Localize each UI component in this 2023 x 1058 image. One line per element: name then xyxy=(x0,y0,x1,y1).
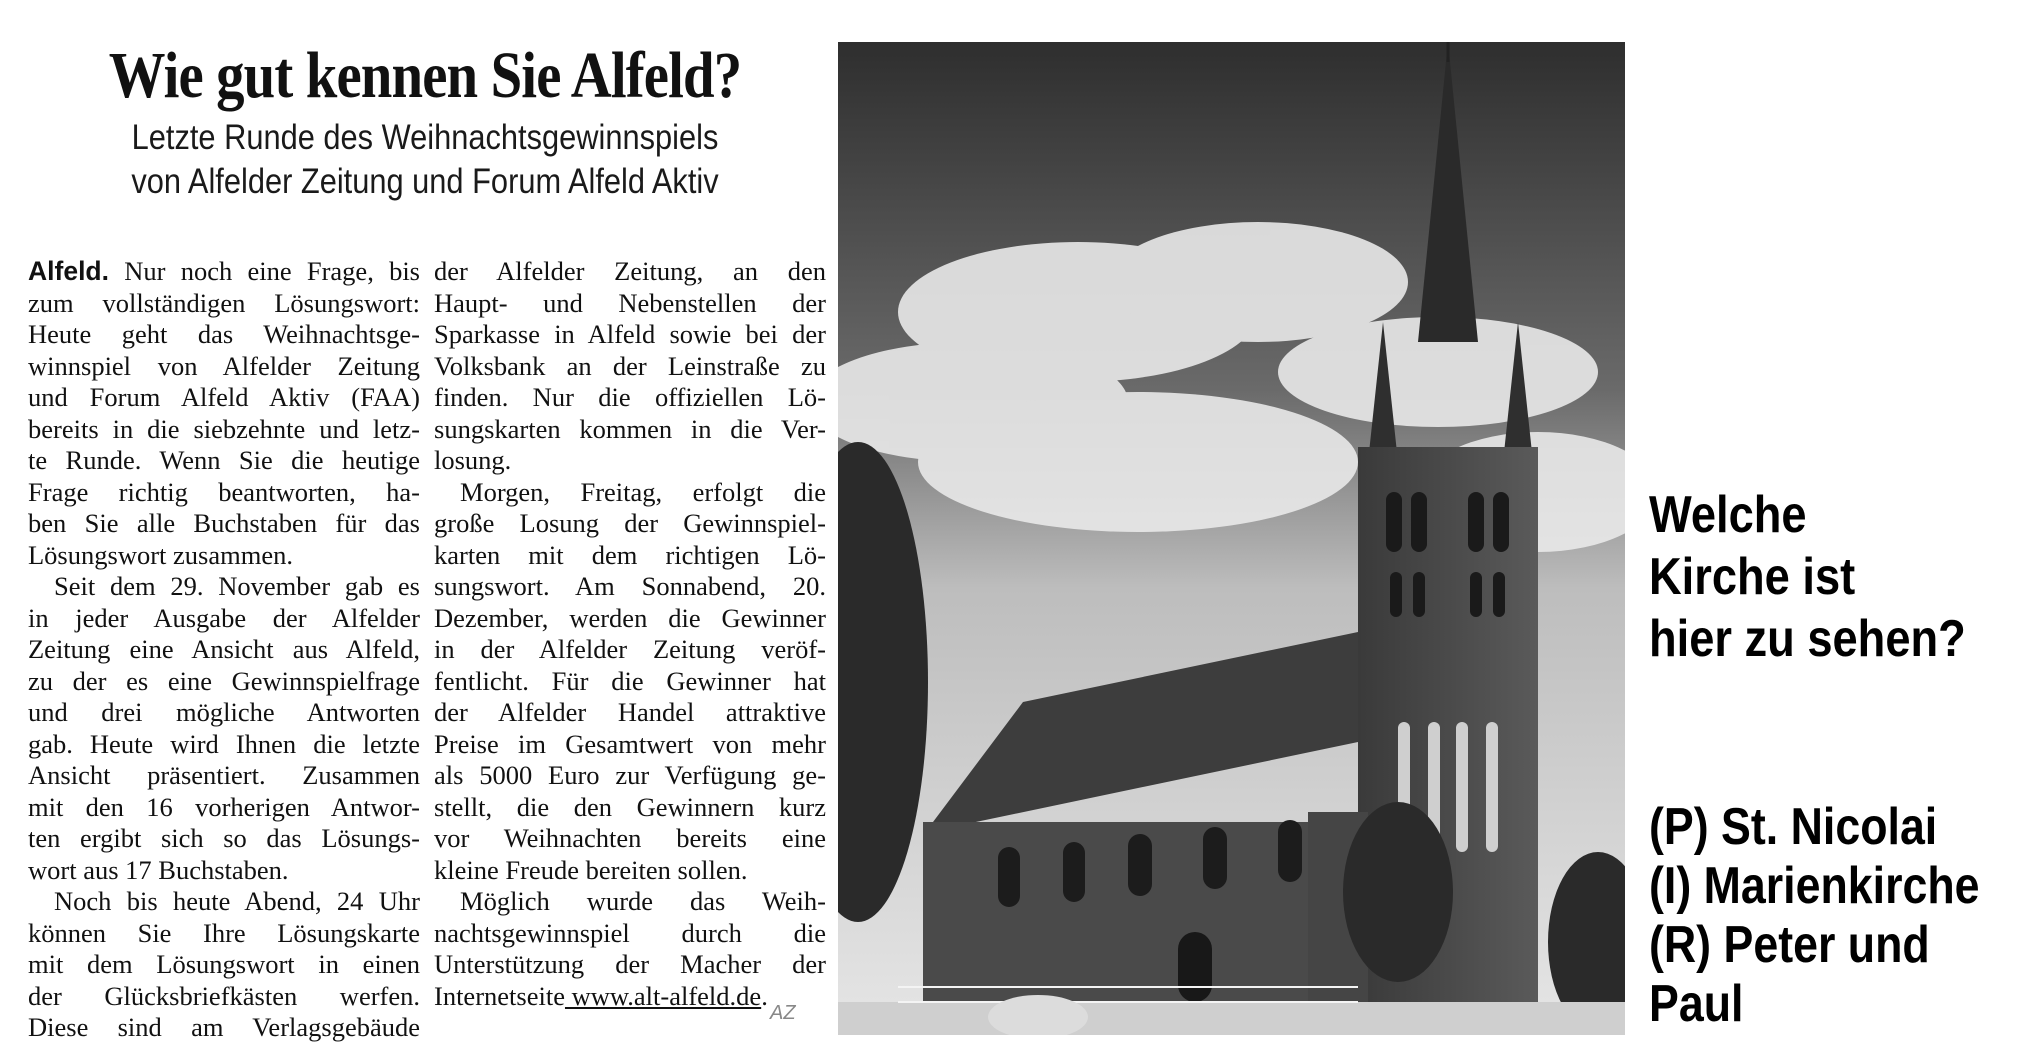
text-span: . xyxy=(761,980,768,1011)
question-line: hier zu sehen? xyxy=(1649,610,1966,668)
text-line: ten ergibt sich so das Lösungs- xyxy=(28,823,420,853)
text-line: nachtsgewinnspiel durch die xyxy=(434,917,826,948)
text-line: Volksbank an der Leinstraße zu xyxy=(434,350,826,381)
text-line: bereits in die siebzehnte und letz- xyxy=(28,413,420,444)
text-line: Möglich wurde das Weih- xyxy=(460,886,826,916)
text-line: losung. xyxy=(434,445,512,475)
text-line: Sparkasse in Alfeld sowie bei der xyxy=(434,319,826,349)
text-span: Nur noch eine Frage, bis xyxy=(108,256,420,286)
text-line: wort aus 17 Buchstaben. xyxy=(28,854,289,885)
answer-option: (R) Peter und xyxy=(1649,916,1930,974)
subheadline-line: Letzte Runde des Weihnachtsgewinnspiels xyxy=(131,118,719,157)
question-line: Welche xyxy=(1649,486,1807,544)
text-line: sungswort. Am Sonnabend, 20. xyxy=(434,571,826,601)
text-line: te Runde. Wenn Sie die heutige xyxy=(28,445,420,475)
text-line: Seit dem 29. November gab es xyxy=(54,571,420,601)
quiz-question xyxy=(1649,484,2019,670)
text-line: Frage richtig beantworten, ha- xyxy=(28,476,420,507)
text-line: mit dem Lösungswort in einen xyxy=(28,949,420,979)
website-link[interactable]: www.alt-alfeld.de xyxy=(564,980,762,1011)
text-line: Morgen, Freitag, erfolgt die xyxy=(460,476,826,507)
headline: Wie gut kennen Sie Alfeld? xyxy=(108,39,742,112)
lead-word: Alfeld. xyxy=(28,256,109,286)
text-line: Ansicht präsentiert. Zusammen xyxy=(28,760,420,790)
text-line xyxy=(28,256,420,288)
article-column-1 xyxy=(28,256,420,1044)
text-line: Noch bis heute Abend, 24 Uhr xyxy=(54,886,420,916)
text-line: sungskarten kommen in die Ver- xyxy=(434,413,826,444)
text-line: Diese sind am Verlagsgebäude xyxy=(28,1012,420,1042)
text-line: Heute geht das Weihnachtsge- xyxy=(28,319,420,349)
text-line: winnspiel von Alfelder Zeitung xyxy=(28,350,420,381)
answer-option: (I) Marienkirche xyxy=(1649,857,1980,915)
text-line: können Sie Ihre Lösungskarte xyxy=(28,917,420,948)
answer-option: (P) St. Nicolai xyxy=(1649,798,1938,856)
subheadline-line: von Alfelder Zeitung und Forum Alfeld Aktiv xyxy=(131,162,719,201)
text-line: und Forum Alfeld Aktiv (FAA) xyxy=(28,382,420,412)
answer-option: Paul xyxy=(1649,975,1744,1033)
text-line: als 5000 Euro zur Verfügung ge- xyxy=(434,760,826,790)
byline: AZ xyxy=(770,1002,796,1024)
church-illustration xyxy=(838,42,1625,1035)
text-line: in jeder Ausgabe der Alfelder xyxy=(28,602,420,633)
text-line: Unterstützung der Macher der xyxy=(434,949,826,979)
ground xyxy=(838,1002,1625,1035)
text-line: Preise im Gesamtwert von mehr xyxy=(434,728,826,759)
text-span: Internetseite xyxy=(434,980,565,1011)
text-line: der Glücksbriefkästen werfen. xyxy=(28,980,420,1011)
quiz-answers xyxy=(1649,798,2019,1034)
text-line: ben Sie alle Buchstaben für das xyxy=(28,508,420,538)
subheadline xyxy=(40,116,810,204)
text-line: mit den 16 vorherigen Antwor- xyxy=(28,791,420,822)
text-line: finden. Nur die offiziellen Lö- xyxy=(434,382,826,412)
text-line: in der Alfelder Zeitung veröf- xyxy=(434,634,826,664)
text-line: karten mit dem richtigen Lö- xyxy=(434,539,826,570)
question-line: Kirche ist xyxy=(1649,548,1856,606)
text-line: große Losung der Gewinnspiel- xyxy=(434,508,826,538)
text-line: gab. Heute wird Ihnen die letzte xyxy=(28,728,420,759)
text-line: stellt, die den Gewinnern kurz xyxy=(434,791,826,822)
text-line: vor Weihnachten bereits eine xyxy=(434,823,826,853)
text-line: und drei mögliche Antworten xyxy=(28,697,420,727)
text-line: Haupt- und Nebenstellen der xyxy=(434,287,826,318)
text-line: Dezember, werden die Gewinner xyxy=(434,602,826,633)
text-line: der Alfelder Zeitung, an den xyxy=(434,256,826,286)
church-photo xyxy=(838,42,1625,1035)
article-column-2 xyxy=(434,256,826,1012)
text-line: zum vollständigen Lösungswort: xyxy=(28,287,420,318)
text-line: zu der es eine Gewinnspielfrage xyxy=(28,665,420,696)
text-line xyxy=(434,981,826,1013)
text-line: fentlicht. Für die Gewinner hat xyxy=(434,665,826,696)
text-line: Zeitung eine Ansicht aus Alfeld, xyxy=(28,634,420,664)
church-door xyxy=(1178,932,1212,1002)
text-line: kleine Freude bereiten sollen. xyxy=(434,854,748,885)
text-line: der Alfelder Handel attraktive xyxy=(434,697,826,727)
text-line: Lösungswort zusammen. xyxy=(28,539,293,570)
